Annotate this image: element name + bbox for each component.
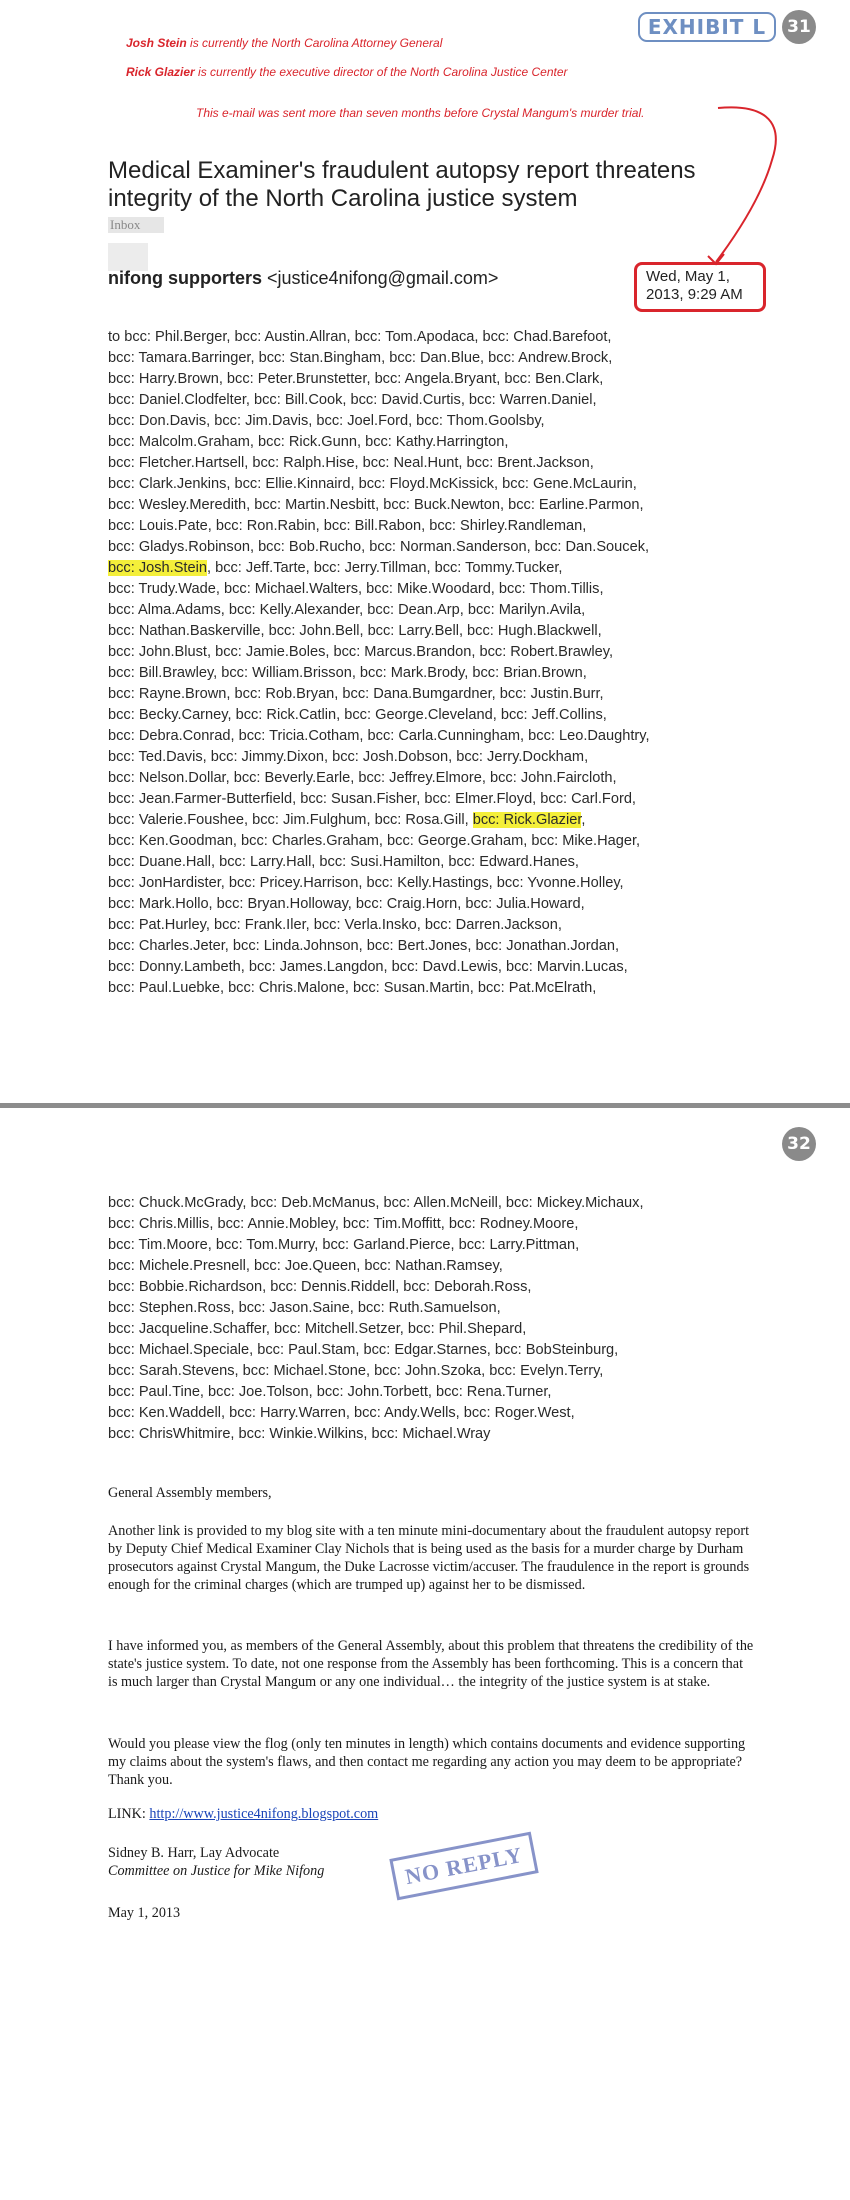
letter-link-line (108, 1805, 756, 1823)
signer-committee: Committee on Justice for Mike Nifong (108, 1863, 325, 1880)
recipient-line: bcc: Debra.Conrad, bcc: Tricia.Cotham, bcc: Carla.Cunningham, bcc: Leo.Daughtry, (108, 728, 650, 744)
recipient-line: bcc: Chris.Millis, bcc: Annie.Mobley, bcc: Tim.Moffitt, bcc: Rodney.Moore, (108, 1216, 579, 1232)
recipient-line: bcc: Alma.Adams, bcc: Kelly.Alexander, bcc: Dean.Arp, bcc: Marilyn.Avila, (108, 602, 586, 618)
recipient-line: bcc: Paul.Luebke, bcc: Chris.Malone, bcc: Susan.Martin, bcc: Pat.McElrath, (108, 980, 597, 996)
letter-paragraph: I have informed you, as members of the General Assembly, about this problem that threatens the credibility of the state's justice system. To date, not one response from the Assembly has been forthcoming. This is a concern that is much larger than Crystal Mangum or any one individual… the integrity of the justice system is at stake. (108, 1638, 754, 1691)
recipient-line: bcc: Stephen.Ross, bcc: Jason.Saine, bcc: Ruth.Samuelson, (108, 1300, 501, 1316)
recipient-line: bcc: Bobbie.Richardson, bcc: Dennis.Riddell, bcc: Deborah.Ross, (108, 1279, 532, 1295)
inbox-label: Inbox (108, 217, 164, 233)
email-time: 2013, 9:29 AM (646, 286, 743, 303)
recipient-line: bcc: Michele.Presnell, bcc: Joe.Queen, bcc: Nathan.Ramsey, (108, 1258, 503, 1274)
annotation-stein-text: is currently the North Carolina Attorney General (186, 36, 443, 50)
recipient-line: bcc: Nathan.Baskerville, bcc: John.Bell, bcc: Larry.Bell, bcc: Hugh.Blackwell, (108, 623, 602, 639)
annotation-stein-name: Josh Stein (126, 36, 187, 50)
recipient-line: bcc: Ken.Waddell, bcc: Harry.Warren, bcc: Andy.Wells, bcc: Roger.West, (108, 1405, 575, 1421)
email-date-box (634, 262, 766, 312)
email-subject: Medical Examiner's fraudulent autopsy report threatens integrity of the North Carolina justice system (108, 157, 696, 212)
recipient-line: bcc: Michael.Speciale, bcc: Paul.Stam, bcc: Edgar.Starnes, bcc: BobSteinburg, (108, 1342, 619, 1358)
recipient-line: bcc: Tim.Moore, bcc: Tom.Murry, bcc: Garland.Pierce, bcc: Larry.Pittman, (108, 1237, 580, 1253)
page-number-badge: 31 (782, 10, 816, 44)
recipient-line: bcc: Jacqueline.Schaffer, bcc: Mitchell.Setzer, bcc: Phil.Shepard, (108, 1321, 527, 1337)
recipient-line: bcc: Clark.Jenkins, bcc: Ellie.Kinnaird, bcc: Floyd.McKissick, bcc: Gene.McLaurin, (108, 476, 637, 492)
recipient-line: bcc: Gladys.Robinson, bcc: Bob.Rucho, bcc: Norman.Sanderson, bcc: Dan.Soucek, (108, 539, 650, 555)
annotation-glazier-text: is currently the executive director of the North Carolina Justice Center (194, 65, 568, 79)
blog-link[interactable]: http://www.justice4nifong.blogspot.com (149, 1806, 379, 1823)
sender-avatar (108, 243, 148, 271)
recipients-list (108, 327, 808, 999)
link-label: LINK: (108, 1806, 150, 1823)
recipient-line: bcc: Trudy.Wade, bcc: Michael.Walters, bcc: Mike.Woodard, bcc: Thom.Tillis, (108, 581, 604, 597)
email-date: Wed, May 1, (646, 268, 730, 285)
recipient-line: bcc: Becky.Carney, bcc: Rick.Catlin, bcc: George.Cleveland, bcc: Jeff.Collins, (108, 707, 607, 723)
recipients-list-continued (108, 1193, 808, 1445)
recipient-line: bcc: Rayne.Brown, bcc: Rob.Bryan, bcc: Dana.Bumgardner, bcc: Justin.Burr, (108, 686, 604, 702)
sender-name: nifong supporters (108, 268, 262, 288)
recipient-line: bcc: Paul.Tine, bcc: Joe.Tolson, bcc: John.Torbett, bcc: Rena.Turner, (108, 1384, 552, 1400)
recipient-line: bcc: Charles.Jeter, bcc: Linda.Johnson, bcc: Bert.Jones, bcc: Jonathan.Jordan, (108, 938, 620, 954)
highlighted-recipient: bcc: Rick.Glazier (472, 812, 582, 828)
annotation-glazier-name: Rick Glazier (126, 65, 195, 79)
recipient-line: bcc: Daniel.Clodfelter, bcc: Bill.Cook, bcc: David.Curtis, bcc: Warren.Daniel, (108, 392, 597, 408)
exhibit-label: EXHIBIT L (638, 12, 776, 42)
no-reply-stamp: NO REPLY (389, 1832, 538, 1901)
highlighted-recipient: bcc: Josh.Stein (108, 560, 207, 576)
recipient-line: bcc: ChrisWhitmire, bcc: Winkie.Wilkins, bcc: Michael.Wray (108, 1426, 491, 1442)
email-sender (108, 268, 498, 289)
letter-paragraph: Would you please view the flog (only ten minutes in length) which contains documents and evidence supporting my claims about the system's flaws, and then contact me regarding any action you may deem to be appropriate? Thank you. (108, 1736, 746, 1789)
signer-name: Sidney B. Harr, Lay Advocate (108, 1845, 280, 1862)
letter-date: May 1, 2013 (108, 1905, 181, 1922)
recipient-line: to bcc: Phil.Berger, bcc: Austin.Allran, bcc: Tom.Apodaca, bcc: Chad.Barefoot, (108, 329, 612, 345)
recipient-line: bcc: JonHardister, bcc: Pricey.Harrison, bcc: Kelly.Hastings, bcc: Yvonne.Holley, (108, 875, 624, 891)
recipient-line: bcc: Ken.Goodman, bcc: Charles.Graham, bcc: George.Graham, bcc: Mike.Hager, (108, 833, 641, 849)
sender-email: <justice4nifong@gmail.com> (267, 268, 499, 288)
recipient-line: bcc: Donny.Lambeth, bcc: James.Langdon, bcc: Davd.Lewis, bcc: Marvin.Lucas, (108, 959, 628, 975)
recipient-line: bcc: Fletcher.Hartsell, bcc: Ralph.Hise, bcc: Neal.Hunt, bcc: Brent.Jackson, (108, 455, 594, 471)
recipient-line: bcc: Nelson.Dollar, bcc: Beverly.Earle, bcc: Jeffrey.Elmore, bcc: John.Faircloth, (108, 770, 617, 786)
page-number-badge: 32 (782, 1127, 816, 1161)
document-page-32 (0, 1108, 850, 2200)
recipient-line: bcc: Duane.Hall, bcc: Larry.Hall, bcc: Susi.Hamilton, bcc: Edward.Hanes, (108, 854, 579, 870)
recipient-line: bcc: Jean.Farmer-Butterfield, bcc: Susan.Fisher, bcc: Elmer.Floyd, bcc: Carl.Ford, (108, 791, 636, 807)
annotation-glazier (126, 65, 568, 79)
recipient-line: bcc: Ted.Davis, bcc: Jimmy.Dixon, bcc: Josh.Dobson, bcc: Jerry.Dockham, (108, 749, 589, 765)
recipient-line-highlighted: bcc: Josh.Stein, bcc: Jeff.Tarte, bcc: Jerry.Tillman, bcc: Tommy.Tucker, (108, 560, 563, 576)
recipient-line: bcc: Mark.Hollo, bcc: Bryan.Holloway, bcc: Craig.Horn, bcc: Julia.Howard, (108, 896, 585, 912)
recipient-line: bcc: John.Blust, bcc: Jamie.Boles, bcc: Marcus.Brandon, bcc: Robert.Brawley, (108, 644, 614, 660)
letter-greeting: General Assembly members, (108, 1485, 272, 1502)
recipient-line: bcc: Tamara.Barringer, bcc: Stan.Bingham, bcc: Dan.Blue, bcc: Andrew.Brock, (108, 350, 613, 366)
recipient-line: bcc: Chuck.McGrady, bcc: Deb.McManus, bcc: Allen.McNeill, bcc: Mickey.Michaux, (108, 1195, 644, 1211)
recipient-line: bcc: Sarah.Stevens, bcc: Michael.Stone, bcc: John.Szoka, bcc: Evelyn.Terry, (108, 1363, 604, 1379)
recipient-line: bcc: Wesley.Meredith, bcc: Martin.Nesbitt, bcc: Buck.Newton, bcc: Earline.Parmon, (108, 497, 644, 513)
recipient-line: bcc: Pat.Hurley, bcc: Frank.Iler, bcc: Verla.Insko, bcc: Darren.Jackson, (108, 917, 562, 933)
recipient-line-highlighted: bcc: Valerie.Foushee, bcc: Jim.Fulghum, bcc: Rosa.Gill, bcc: Rick.Glazier, (108, 812, 586, 828)
recipient-line: bcc: Don.Davis, bcc: Jim.Davis, bcc: Joel.Ford, bcc: Thom.Goolsby, (108, 413, 545, 429)
letter-paragraph: Another link is provided to my blog site with a ten minute mini-documentary about the fraudulent autopsy report by Deputy Chief Medical Examiner Clay Nichols that is being used as the basis for a murder charge by Durham prosecutors against Crystal Mangum, the Duke Lacrosse victim/accuser. The fraudulence in the report is grounds enough for the criminal charges (which are trumped up) against her to be dismissed. (108, 1523, 750, 1594)
recipient-line: bcc: Louis.Pate, bcc: Ron.Rabin, bcc: Bill.Rabon, bcc: Shirley.Randleman, (108, 518, 587, 534)
annotation-sent-note: This e-mail was sent more than seven months before Crystal Mangum's murder trial. (196, 106, 645, 120)
recipient-line: bcc: Malcolm.Graham, bcc: Rick.Gunn, bcc: Kathy.Harrington, (108, 434, 509, 450)
recipient-line: bcc: Bill.Brawley, bcc: William.Brisson, bcc: Mark.Brody, bcc: Brian.Brown, (108, 665, 587, 681)
recipient-line: bcc: Harry.Brown, bcc: Peter.Brunstetter, bcc: Angela.Bryant, bcc: Ben.Clark, (108, 371, 604, 387)
annotation-stein (126, 36, 442, 50)
